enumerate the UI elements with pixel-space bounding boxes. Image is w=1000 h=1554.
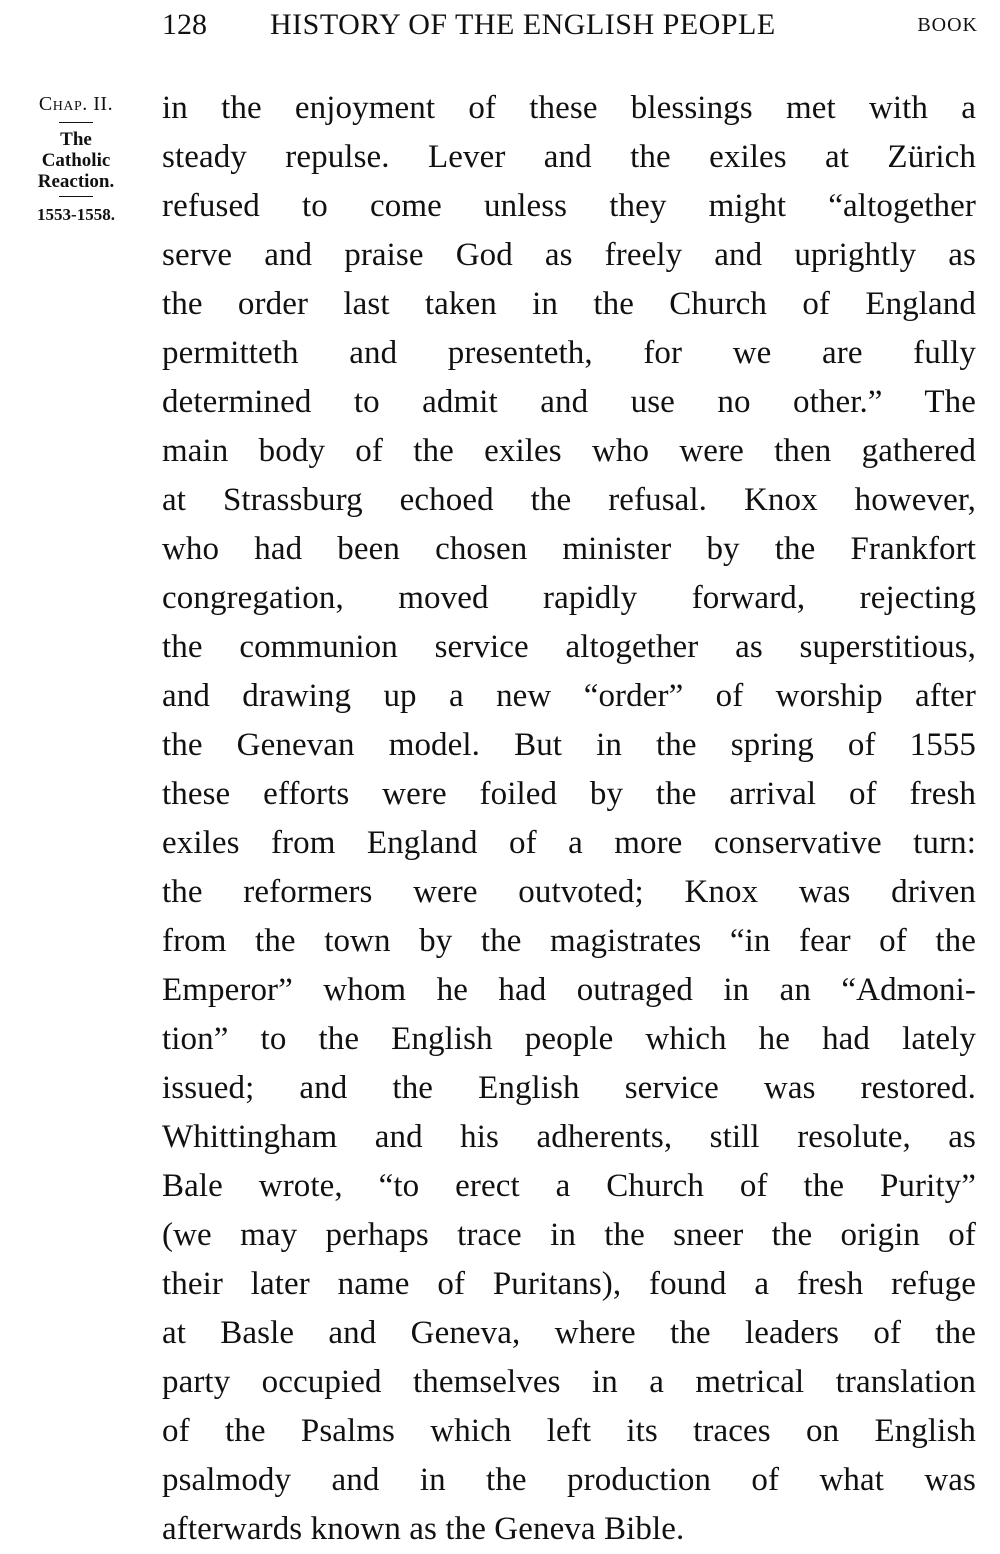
text-line: the communion service altogether as superstitious, xyxy=(162,629,976,665)
text-line: exiles from England of a more conservative turn: xyxy=(162,825,976,861)
text-line: these efforts were foiled by the arrival of fresh xyxy=(162,776,976,812)
margin-rule xyxy=(59,122,93,123)
text-line: steady repulse. Lever and the exiles at Zürich xyxy=(162,139,976,175)
text-line: permitteth and presenteth, for we are fully xyxy=(162,335,976,371)
running-title: HISTORY OF THE ENGLISH PEOPLE xyxy=(270,8,776,41)
page-number: 128 xyxy=(162,8,207,41)
running-header xyxy=(160,8,980,52)
text-line: serve and praise God as freely and uprightly as xyxy=(162,237,976,273)
text-line: of the Psalms which left its traces on English xyxy=(162,1413,976,1449)
text-line: main body of the exiles who were then gathered xyxy=(162,433,976,469)
text-line: at Strassburg echoed the refusal. Knox however, xyxy=(162,482,976,518)
margin-topic-line: Catholic xyxy=(41,150,111,171)
text-line: who had been chosen minister by the Frankfort xyxy=(162,531,976,567)
text-line: (we may perhaps trace in the sneer the origin of xyxy=(162,1217,976,1253)
text-line: in the enjoyment of these blessings met with a xyxy=(162,90,976,126)
text-line: refused to come unless they might “altogether xyxy=(162,188,976,224)
text-line: the Genevan model. But in the spring of 1555 xyxy=(162,727,976,763)
margin-topic-line: The xyxy=(60,129,92,150)
header-book-label: BOOK xyxy=(917,14,978,36)
text-line: determined to admit and use no other.” The xyxy=(162,384,976,420)
text-line: Bale wrote, “to erect a Church of the Purity” xyxy=(162,1168,976,1204)
text-line: congregation, moved rapidly forward, rejecting xyxy=(162,580,976,616)
text-line: the order last taken in the Church of England xyxy=(162,286,976,322)
margin-dates: 1553-1558. xyxy=(37,205,115,224)
text-line: tion” to the English people which he had lately xyxy=(162,1021,976,1057)
text-line: their later name of Puritans), found a fresh refuge xyxy=(162,1266,976,1302)
text-line: Emperor” whom he had outraged in an “Admoni- xyxy=(162,972,976,1008)
chapter-label: Chap. II. xyxy=(38,93,114,115)
margin-notes xyxy=(14,90,138,227)
text-line: and drawing up a new “order” of worship after xyxy=(162,678,976,714)
text-line: afterwards known as the Geneva Bible. xyxy=(162,1511,685,1547)
text-line: issued; and the English service was restored. xyxy=(162,1070,976,1106)
text-line: party occupied themselves in a metrical translation xyxy=(162,1364,976,1400)
text-line: Whittingham and his adherents, still resolute, as xyxy=(162,1119,976,1155)
text-line: at Basle and Geneva, where the leaders of the xyxy=(162,1315,976,1351)
body-text xyxy=(162,84,976,1554)
margin-rule xyxy=(59,196,93,197)
text-line: psalmody and in the production of what was xyxy=(162,1462,976,1498)
text-line: from the town by the magistrates “in fear of the xyxy=(162,923,976,959)
margin-topic-line: Reaction. xyxy=(37,171,115,192)
text-line: the reformers were outvoted; Knox was driven xyxy=(162,874,976,910)
